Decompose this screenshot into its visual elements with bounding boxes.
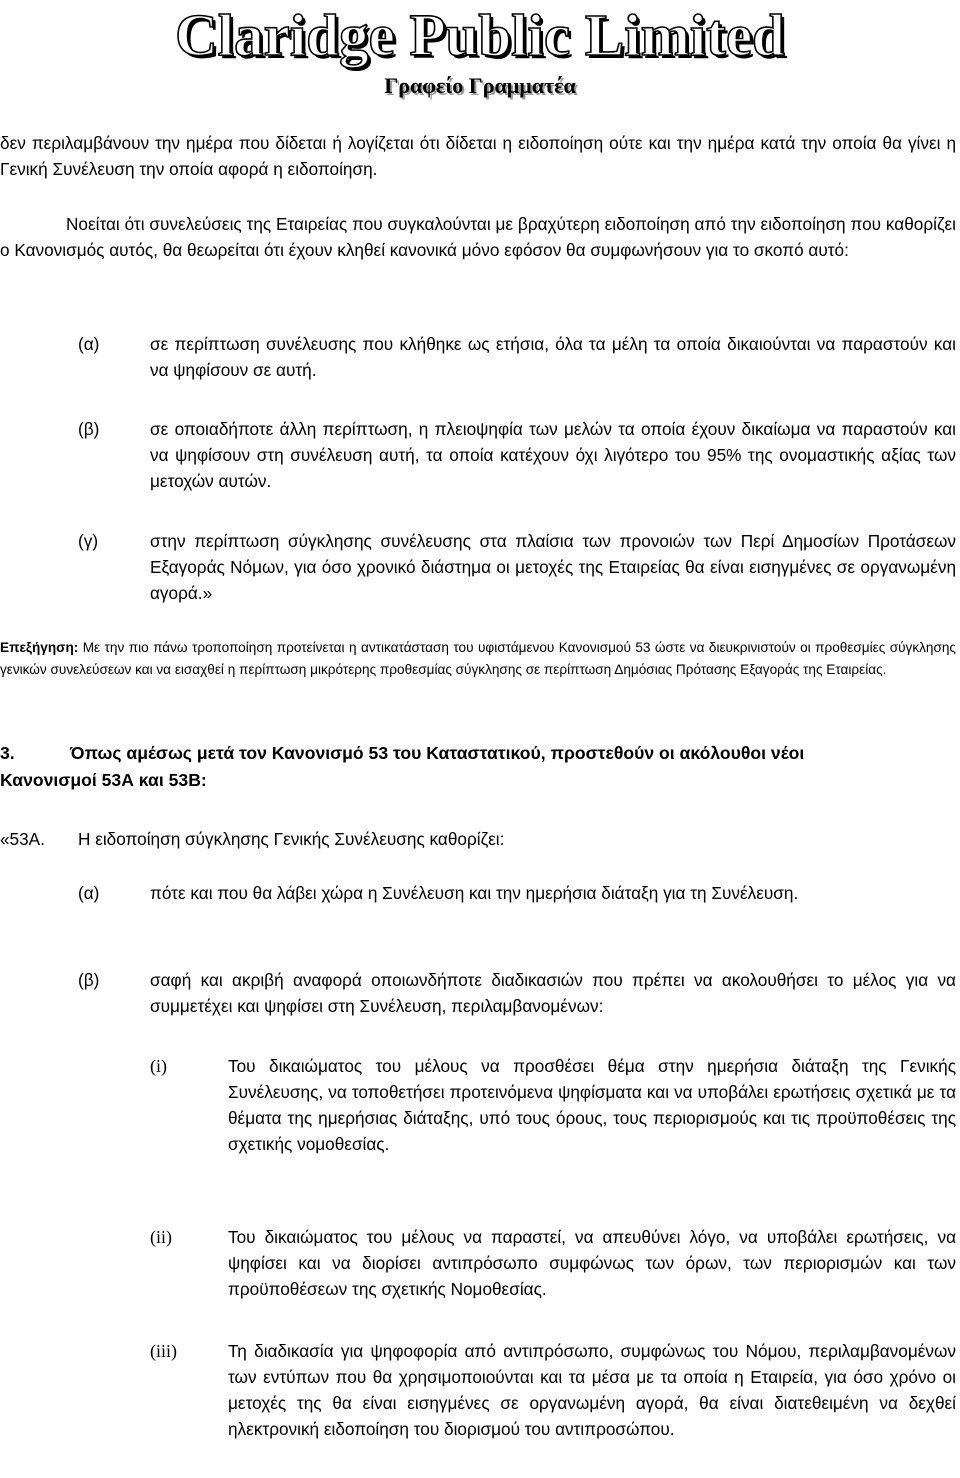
item-text: σαφή και ακριβή αναφορά οποιωνδήποτε διαδικασιών που πρέπει να ακολουθήσει το μέλος για να συμμετέχει και ψηφίσει στη Συνέλευση, περιλαμβανομένων: — [150, 970, 956, 1016]
shorter-notice-paragraph: Νοείται ότι συνελεύσεις της Εταιρείας που συγκαλούνται με βραχύτερη ειδοποίηση από την ειδοποίηση που καθορίζει ο Κανονισμός αυτός, θα θεωρείται ότι έχουν κληθεί κανονικά μόνο εφόσον θα συμφωνήσουν για το σκοπό αυτό: — [0, 214, 956, 260]
item-label: (β) — [78, 970, 100, 990]
subitem-text: Του δικαιώματος του μέλους να παραστεί, να απευθύνει λόγο, να υποβάλει ερωτήσεις, να ψηφίσει και να διορίσει αντιπρόσωπο συμφώνως των όρων, των περιορισμών και των προϋποθέσεων της σχετικής Νομοθεσίας. — [228, 1227, 956, 1299]
subitem-label: (iii) — [150, 1341, 177, 1361]
intro-continuation: δεν περιλαμβάνουν την ημέρα που δίδεται ή λογίζεται ότι δίδεται η ειδοποίηση ούτε και την ημέρα κατά την οποία θα γίνει η Γενική Συνέλευση την οποία αφορά η ειδοποίηση. — [0, 133, 956, 179]
explanation-note — [0, 637, 956, 681]
item-label: (α) — [78, 883, 100, 903]
explanation-text: Με την πιο πάνω τροποποίηση προτείνεται η αντικατάσταση του υφιστάμενου Κανονισμού 53 ώστε να διευκρινιστούν οι προθεσμίες σύγκλησης γενικών συνελεύσεων και να εισαχθεί η περίπτωση μικρότερης προθεσμίας σύγκλησης σε περίπτωση Δημόσιας Πρότασης Εξαγοράς της Εταιρείας. — [0, 640, 956, 677]
subitem-text: Του δικαιώματος του μέλους να προσθέσει θέμα στην ημερήσια διάταξη της Γενικής Συνέλευσης, να τοποθετήσει προτεινόμενα ψηφίσματα και να υποβάλει ερωτήσεις σχετικά με τα θέματα της ημερήσιας διάταξης, υπό τους όρους, τους περιορισμούς και τις προϋποθέσεις της σχετικής νομοθεσίας. — [228, 1056, 956, 1154]
subitem-label: (i) — [150, 1056, 167, 1076]
clause-text: σε περίπτωση συνέλευσης που κλήθηκε ως ετήσια, όλα τα μέλη τα οποία δικαιούνται να παραστούν και να ψηφίσουν σε αυτή. — [150, 334, 956, 380]
clause-label: (γ) — [78, 531, 99, 551]
explanation-label: Επεξήγηση: — [0, 640, 79, 655]
regulation-intro: Η ειδοποίηση σύγκλησης Γενικής Συνέλευσης καθορίζει: — [78, 829, 505, 849]
item-text: πότε και που θα λάβει χώρα η Συνέλευση και την ημερήσια διάταξη για τη Συνέλευση. — [150, 883, 799, 903]
company-title: Claridge Public Limited — [175, 2, 785, 68]
clause-text: σε οποιαδήποτε άλλη περίπτωση, η πλειοψηφία των μελών τα οποία έχουν δικαίωμα να παραστούν και να ψηφίσουν στη συνέλευση αυτή, τα οποία κατέχουν όχι λιγότερο του 95% της ονομαστικής αξίας των μετοχών αυτών. — [150, 419, 956, 491]
subitem-label: (ii) — [150, 1227, 172, 1247]
clause-label: (α) — [78, 334, 100, 354]
office-subtitle: Γραφείο Γραμματέα — [384, 73, 576, 98]
clause-label: (β) — [78, 419, 100, 439]
section-heading-line2: Κανονισμοί 53Α και 53Β: — [0, 770, 207, 790]
regulation-label: «53Α. — [0, 829, 45, 849]
section-heading-line1: Όπως αμέσως μετά τον Κανονισμό 53 του Καταστατικού, προστεθούν οι ακόλουθοι νέοι — [70, 743, 805, 763]
section-number: 3. — [0, 743, 15, 763]
clause-text: στην περίπτωση σύγκλησης συνέλευσης στα πλαίσια των προνοιών των Περί Δημοσίων Προτάσεων Εξαγοράς Νόμων, για όσο χρονικό διάστημα οι μετοχές της Εταιρείας θα είναι εισηγμένες σε οργανωμένη αγορά.» — [150, 531, 956, 603]
subitem-text: Τη διαδικασία για ψηφοφορία από αντιπρόσωπο, συμφώνως του Νόμου, περιλαμβανομένων των εντύπων που θα χρησιμοποιούνται και τα μέσα με τα οποία η Εταιρεία, για όσο χρόνο οι μετοχές της θα είναι εισηγμένες σε οργανωμένη αγορά, θα είναι διατεθειμένη να δεχθεί ηλεκτρονική ειδοποίηση του διορισμού του αντιπροσώπου. — [228, 1341, 956, 1439]
